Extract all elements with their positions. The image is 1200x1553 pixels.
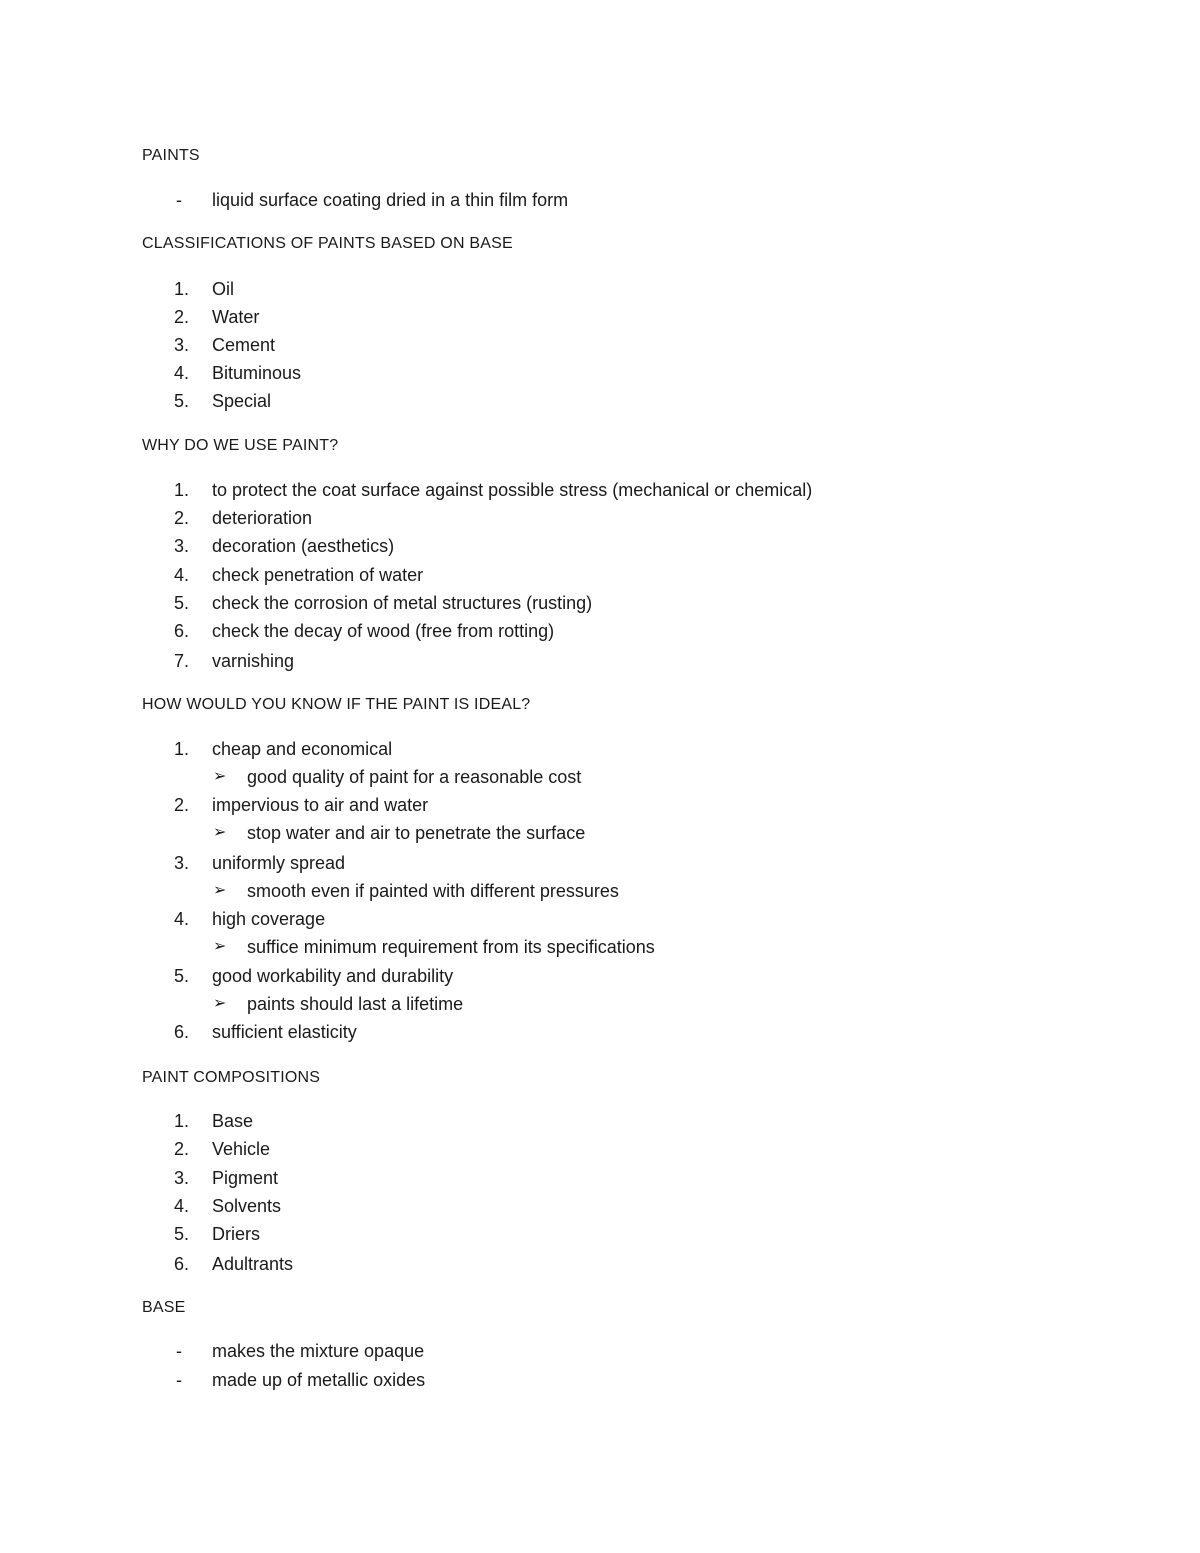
list-number: 4. <box>174 909 190 929</box>
list-number: 4. <box>174 565 190 585</box>
list-item: check the decay of wood (free from rotting) <box>212 621 555 641</box>
sub-list-item: stop water and air to penetrate the surface <box>247 823 586 843</box>
list-item: makes the mixture opaque <box>212 1341 425 1361</box>
list-item: Oil <box>212 279 234 299</box>
list-item: uniformly spread <box>212 853 346 873</box>
list-item: varnishing <box>212 651 295 671</box>
list-item: check the corrosion of metal structures (rusting) <box>212 593 593 613</box>
list-item: Solvents <box>212 1196 282 1216</box>
arrow-bullet-icon: ➢ <box>213 768 227 785</box>
sub-list-item: good quality of paint for a reasonable cost <box>247 767 582 787</box>
list-number: 2. <box>174 307 190 327</box>
arrow-bullet-icon: ➢ <box>213 824 227 841</box>
dash-bullet: - <box>176 190 182 210</box>
list-item: high coverage <box>212 909 326 929</box>
list-item: made up of metallic oxides <box>212 1370 426 1390</box>
list-item: deterioration <box>212 508 313 528</box>
list-number: 1. <box>174 1111 190 1131</box>
list-item: Bituminous <box>212 363 302 383</box>
list-item: cheap and economical <box>212 739 393 759</box>
dash-bullet: - <box>176 1341 182 1361</box>
heading-classifications: CLASSIFICATIONS OF PAINTS BASED ON BASE <box>142 235 513 252</box>
list-number: 6. <box>174 1254 190 1274</box>
list-number: 4. <box>174 1196 190 1216</box>
list-number: 1. <box>174 739 190 759</box>
list-item: Adultrants <box>212 1254 294 1274</box>
list-item: Driers <box>212 1224 260 1244</box>
list-item: Vehicle <box>212 1139 271 1159</box>
heading-ideal-paint: HOW WOULD YOU KNOW IF THE PAINT IS IDEAL? <box>142 696 531 713</box>
list-item: Water <box>212 307 260 327</box>
list-number: 7. <box>174 651 190 671</box>
heading-base: BASE <box>142 1299 186 1316</box>
list-number: 2. <box>174 1139 190 1159</box>
heading-why-use-paint: WHY DO WE USE PAINT? <box>142 437 339 454</box>
heading-paint-compositions: PAINT COMPOSITIONS <box>142 1069 321 1086</box>
list-number: 2. <box>174 508 190 528</box>
list-item: Special <box>212 391 272 411</box>
sub-list-item: suffice minimum requirement from its specifications <box>247 937 655 957</box>
list-number: 3. <box>174 853 190 873</box>
sub-list-item: smooth even if painted with different pressures <box>247 881 619 901</box>
list-number: 5. <box>174 1224 190 1244</box>
sub-list-item: paints should last a lifetime <box>247 994 464 1014</box>
list-number: 6. <box>174 1022 190 1042</box>
list-item: Pigment <box>212 1168 279 1188</box>
arrow-bullet-icon: ➢ <box>213 882 227 899</box>
list-item: sufficient elasticity <box>212 1022 357 1042</box>
list-number: 4. <box>174 363 190 383</box>
list-item: decoration (aesthetics) <box>212 536 395 556</box>
list-number: 1. <box>174 480 190 500</box>
list-number: 6. <box>174 621 190 641</box>
arrow-bullet-icon: ➢ <box>213 995 227 1012</box>
list-number: 2. <box>174 795 190 815</box>
list-item: impervious to air and water <box>212 795 429 815</box>
list-item: Base <box>212 1111 254 1131</box>
list-item: good workability and durability <box>212 966 454 986</box>
list-number: 3. <box>174 536 190 556</box>
list-item: Cement <box>212 335 276 355</box>
paints-definition: liquid surface coating dried in a thin film form <box>212 190 569 210</box>
list-number: 5. <box>174 391 190 411</box>
list-number: 5. <box>174 966 190 986</box>
list-number: 3. <box>174 335 190 355</box>
list-item: to protect the coat surface against possible stress (mechanical or chemical) <box>212 480 813 500</box>
dash-bullet: - <box>176 1370 182 1390</box>
list-number: 1. <box>174 279 190 299</box>
arrow-bullet-icon: ➢ <box>213 938 227 955</box>
list-number: 3. <box>174 1168 190 1188</box>
list-item: check penetration of water <box>212 565 424 585</box>
heading-paints: PAINTS <box>142 147 200 164</box>
list-number: 5. <box>174 593 190 613</box>
